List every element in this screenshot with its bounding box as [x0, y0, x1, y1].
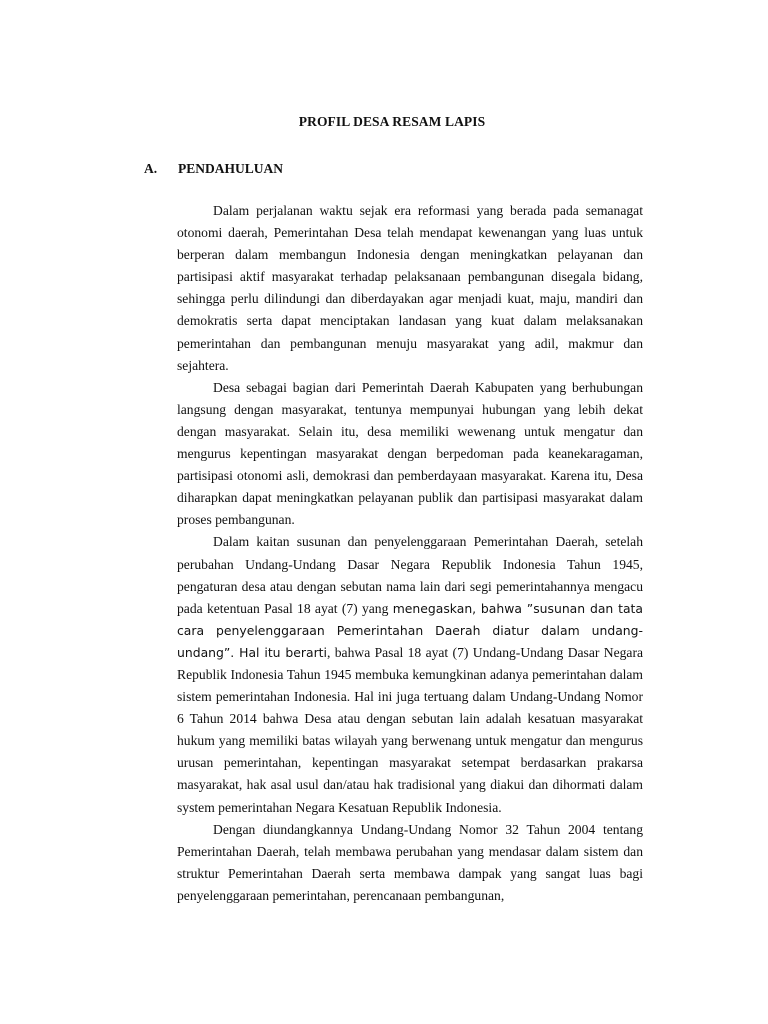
section-heading — [144, 161, 283, 177]
paragraph-1: Dalam perjalanan waktu sejak era reformasi yang berada pada semanagat otonomi daerah, Pemerintahan Desa telah mendapat kewenangan yang luas untuk berperan dalam membangun Indonesia dengan meningkatkan pelayanan dan partisipasi aktif masyarakat terhadap pelaksanaan pembangunan disegala bidang, sehingga perlu dilindungi dan diberdayakan agar menjadi kuat, maju, mandiri dan demokratis serta dapat menciptakan landasan yang kuat dalam melaksanakan pemerintahan dan pembangunan menuju masyarakat yang adil, makmur dan sejahtera. — [177, 203, 643, 373]
paragraph-3-text-end: , bahwa Pasal 18 ayat (7) Undang-Undang Dasar Negara Republik Indonesia Tahun 1945 membuka kemungkinan adanya pemerintahan dalam sistem pemerintahan Indonesia. Hal ini juga tertuang dalam Undang-Undang Nomor 6 Tahun 2014 bahwa Desa atau dengan sebutan lain adalah kesatuan masyarakat hukum yang memiliki batas wilayah yang berwenang untuk mengatur dan mengurus urusan pemerintahan, kepentingan masyarakat setempat berdasarkan prakarsa masyarakat, hak asal usul dan/atau hak tradisional yang diakui dan dihormati dalam system pemerintahan Negara Kesatuan Republik Indonesia. — [177, 644, 644, 815]
paragraph-4: Dengan diundangkannya Undang-Undang Nomor 32 Tahun 2004 tentang Pemerintahan Daerah, telah membawa perubahan yang mendasar dalam sistem dan struktur Pemerintahan Daerah serta membawa dampak yang sangat luas bagi penyelenggaraan pemerintahan, perencanaan pembangunan, — [177, 821, 643, 903]
section-title: PENDAHULUAN — [178, 161, 284, 176]
document-title: PROFIL DESA RESAM LAPIS — [298, 114, 486, 129]
section-number: A. — [144, 161, 158, 176]
body-text — [177, 200, 643, 907]
paragraph-3-quote: menegaskan, bahwa ”susunan dan tata cara penyelenggaraan Pemerintahan Daerah diatur dalam undang-undang”. Hal itu berarti — [177, 600, 643, 660]
paragraph-3 — [177, 531, 643, 818]
paragraph-2: Desa sebagai bagian dari Pemerintah Daerah Kabupaten yang berhubungan langsung dengan masyarakat, tentunya mempunyai hubungan yang lebih dekat dengan masyarakat. Selain itu, desa memiliki wewenang untuk mengatur dan mengurus kepentingan masyarakat dengan berpedoman pada keanekaragaman, partisipasi otonomi asli, demokrasi dan pemberdayaan masyarakat. Karena itu, Desa diharapkan dapat meningkatkan pelayanan publik dan partisipasi masyarakat dalam proses pembangunan. — [177, 379, 643, 528]
paragraph-3-text-start: Dalam kaitan susunan dan penyelenggaraan Pemerintahan Daerah, setelah perubahan Undang-Undang Dasar Negara Republik Indonesia Tahun 1945, pengaturan desa atau dengan sebutan nama lain dari segi pemerintahannya mengacu pada ketentuan Pasal 18 ayat (7) yang — [177, 534, 643, 616]
